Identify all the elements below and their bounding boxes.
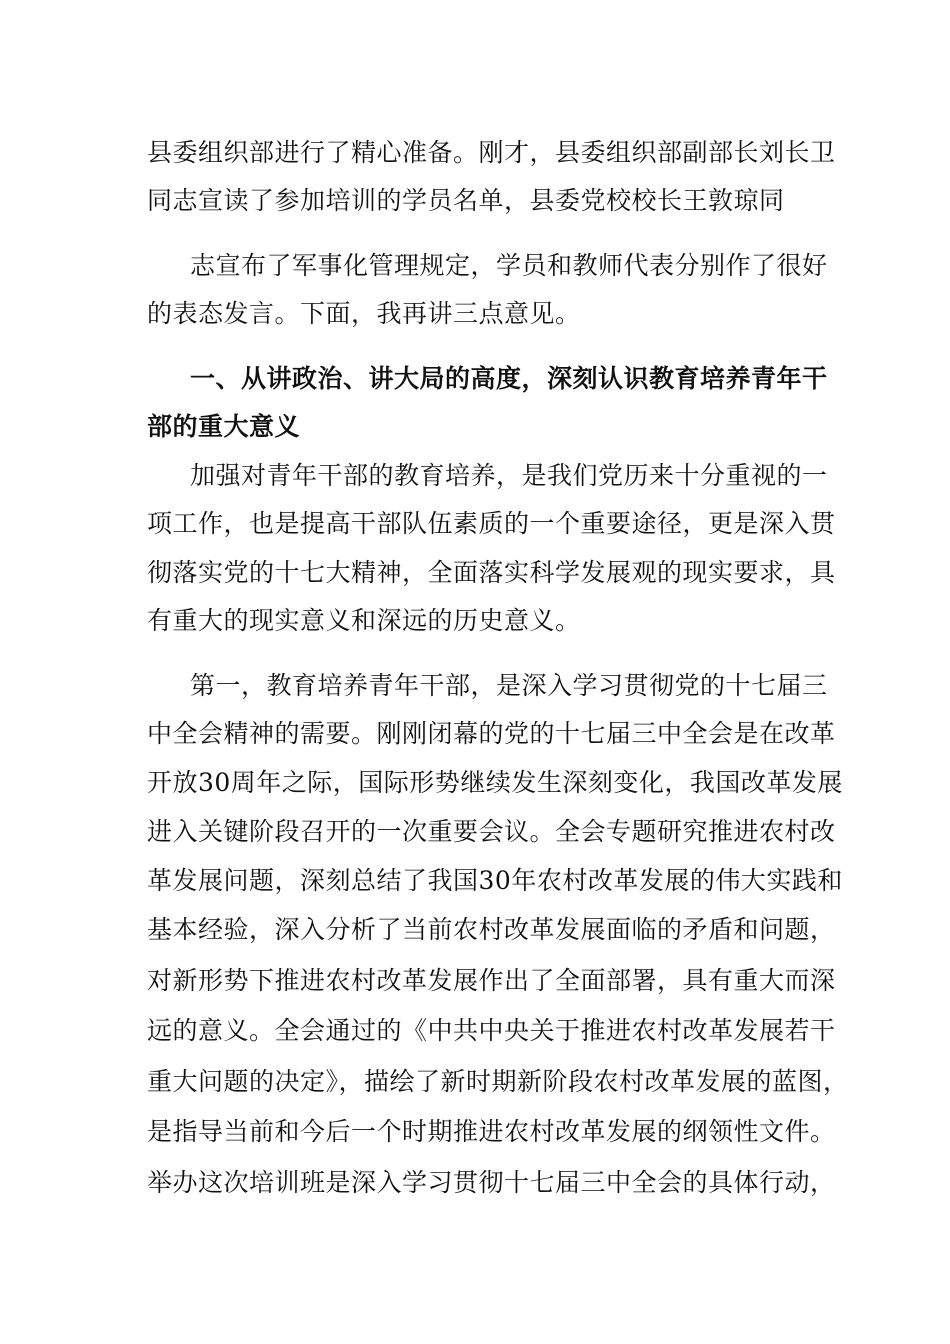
body-text-line: 基本经验，深入分析了当前农村改革发展面临的矛盾和问题，: [147, 915, 836, 944]
body-text-line: 重大问题的决定》，描绘了新时期新阶段农村改革发展的蓝图，: [147, 1067, 849, 1096]
body-text-line: 革发展问题，深刻总结了我国30年农村改革发展的伟大实践和: [147, 866, 843, 895]
body-text-line: 第一，教育培养青年干部，是深入学习贯彻党的十七届三: [190, 671, 828, 700]
body-text-line: 同志宣读了参加培训的学员名单，县委党校校长王敦琼同: [147, 186, 785, 215]
body-text-line: 项工作，也是提高干部队伍素质的一个重要途径，更是深入贯: [147, 509, 836, 538]
body-text-line: 中全会精神的需要。刚刚闭幕的党的十七届三中全会是在改革: [147, 719, 836, 748]
body-text-line: 远的意义。全会通过的《中共中央关于推进农村改革发展若干: [147, 1016, 836, 1045]
body-text-line: 对新形势下推进农村改革发展作出了全面部署，具有重大而深: [147, 966, 836, 995]
body-text-line: 志宣布了军事化管理规定，学员和教师代表分别作了很好: [190, 251, 828, 280]
body-text-line: 县委组织部进行了精心准备。刚才，县委组织部副部长刘长卫: [147, 138, 836, 167]
section-heading-line: 一、从讲政治、讲大局的高度，深刻认识教育培养青年干: [190, 364, 828, 393]
section-heading-line: 部的重大意义: [147, 412, 301, 441]
body-text-line: 开放30周年之际，国际形势继续发生深刻变化，我国改革发展: [147, 768, 843, 797]
body-text-line: 彻落实党的十七大精神，全面落实科学发展观的现实要求，具: [147, 558, 836, 587]
body-text-line: 是指导当前和今后一个时期推进农村改革发展的纲领性文件。: [147, 1117, 836, 1146]
body-text-line: 举办这次培训班是深入学习贯彻十七届三中全会的具体行动，: [147, 1168, 836, 1197]
body-text-line: 加强对青年干部的教育培养，是我们党历来十分重视的一: [190, 461, 828, 490]
body-text-line: 的表态发言。下面，我再讲三点意见。: [147, 299, 581, 328]
body-text-line: 进入关键阶段召开的一次重要会议。全会专题研究推进农村改: [147, 817, 836, 846]
body-text-line: 有重大的现实意义和深远的历史意义。: [147, 606, 581, 635]
